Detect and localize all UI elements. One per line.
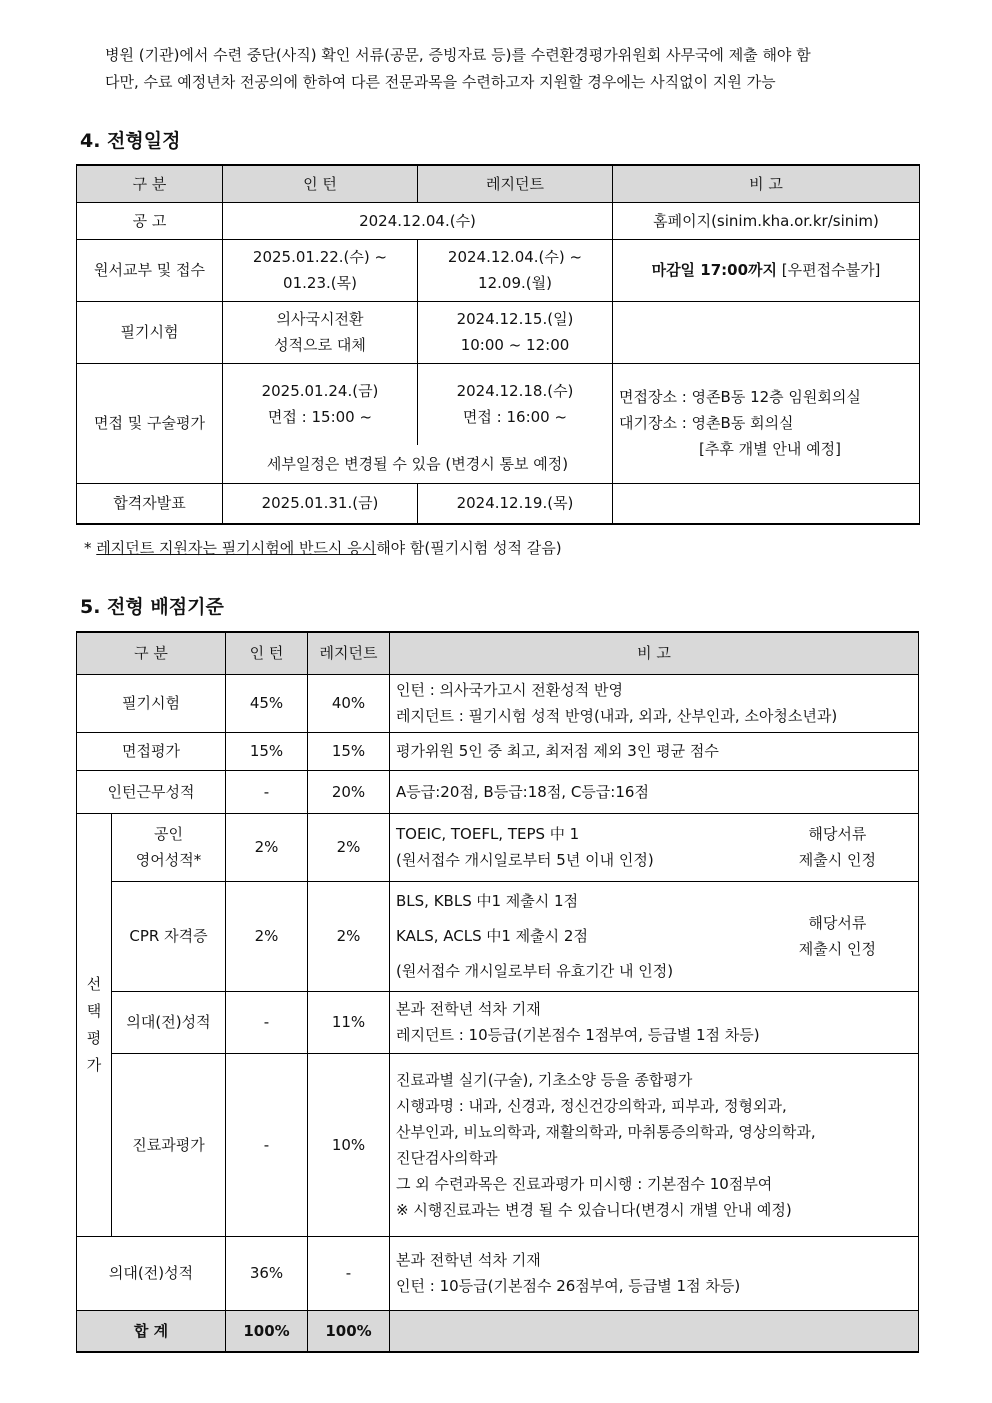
s5-row-total — [77, 1310, 919, 1352]
interview-resident — [418, 363, 613, 445]
s5-intern-work-note: A등급:20점, B등급:18점, C등급:16점 — [390, 770, 919, 813]
medschool-opt-resident: 11% — [308, 991, 390, 1053]
medschool-opt-note-1: 본과 전학년 석차 기재 — [396, 1000, 541, 1018]
section-4-title: 4. 전형일정 — [80, 130, 181, 152]
interview-label: 면접 및 구술평가 — [77, 363, 223, 483]
dept-eval-note-2: 시행과명 : 내과, 신경과, 정신건강의학과, 피부과, 정형외과, — [396, 1096, 787, 1115]
medschool-intern: 36% — [226, 1236, 308, 1310]
s5-written-label: 필기시험 — [77, 674, 226, 732]
s5-intern-work-label: 인턴근무성적 — [77, 770, 226, 813]
dept-eval-note-6: ※ 시행진료과는 변경 될 수 있습니다(변경시 개별 안내 예정) — [396, 1200, 792, 1219]
apply-resident — [418, 239, 613, 301]
english-label — [112, 813, 226, 881]
s5-row-medschool-opt — [77, 991, 919, 1053]
s5-written-intern: 45% — [226, 674, 308, 732]
cpr-label: CPR 자격증 — [112, 881, 226, 991]
s5-interview-intern: 15% — [226, 732, 308, 770]
written-note — [613, 301, 920, 363]
cpr-intern: 2% — [226, 881, 308, 991]
written-intern — [223, 301, 418, 363]
optional-eval-label — [77, 813, 112, 1236]
interview-venue: 면접장소 : 영존B동 12층 임원회의실 — [619, 388, 861, 406]
english-note — [390, 813, 919, 881]
interview-intern-line-2: 면접 : 15:00 ~ — [267, 408, 373, 427]
venue-notice: [추후 개별 안내 예정] — [699, 440, 841, 458]
s5-header-resident: 레지던트 — [308, 632, 390, 674]
dept-eval-note-1: 진료과별 실기(구술), 기초소양 등을 종합평가 — [396, 1070, 693, 1089]
result-intern: 2025.01.31.(금) — [223, 483, 418, 524]
written-resident — [418, 301, 613, 363]
header-intern: 인 턴 — [223, 165, 418, 202]
interview-resident-line-1: 2024.12.18.(수) — [456, 382, 574, 401]
s5-row-written — [77, 674, 919, 732]
header-note: 비 고 — [613, 165, 920, 202]
scoring-table — [76, 631, 919, 1353]
medschool-opt-note-2: 레지던트 : 10등급(기본점수 1점부여, 등급별 1점 차등) — [396, 1026, 760, 1044]
apply-deadline: 마감일 17:00까지 — [651, 261, 777, 279]
cpr-side-2: 제출시 인정 — [798, 940, 876, 958]
cpr-note-2: KALS, ACLS 中1 제출시 2점 — [396, 926, 588, 945]
dept-eval-resident: 10% — [308, 1053, 390, 1236]
cpr-note-1: BLS, KBLS 中1 제출시 1점 — [396, 891, 579, 910]
cpr-side-1: 해당서류 — [808, 914, 867, 932]
medschool-note-1: 본과 전학년 석차 기재 — [396, 1251, 541, 1269]
apply-label: 원서교부 및 접수 — [77, 239, 223, 301]
apply-note — [613, 239, 920, 301]
apply-resident-line-2: 12.09.(월) — [478, 274, 552, 292]
row-result — [77, 483, 920, 524]
written-intern-line-1: 의사국시전환 — [276, 310, 364, 328]
announce-note: 홈페이지(sinim.kha.or.kr/sinim) — [613, 202, 920, 239]
interview-resident-line-2: 면접 : 16:00 ~ — [462, 408, 568, 427]
written-resident-line-2: 10:00 ~ 12:00 — [460, 336, 570, 354]
cpr-note-3: (원서접수 개시일로부터 유효기간 내 인정) — [396, 961, 674, 980]
dept-eval-note-5: 그 외 수련과목은 진료과평가 미시행 : 기본점수 10점부여 — [396, 1174, 773, 1193]
s5-header-note: 비 고 — [390, 632, 919, 674]
total-intern: 100% — [226, 1310, 308, 1352]
interview-intern — [223, 363, 418, 445]
dept-eval-note — [390, 1053, 919, 1236]
footnote-rest: 해야 함(필기시험 성적 갈음) — [376, 539, 562, 557]
s5-row-medschool — [77, 1236, 919, 1310]
english-intern: 2% — [226, 813, 308, 881]
total-note — [390, 1310, 919, 1352]
total-label: 합 계 — [77, 1310, 226, 1352]
medschool-resident: - — [308, 1236, 390, 1310]
schedule-header-row — [77, 165, 920, 202]
medschool-opt-intern: - — [226, 991, 308, 1053]
s5-row-intern-work — [77, 770, 919, 813]
s5-written-note-1: 인턴 : 의사국가고시 전환성적 반영 — [396, 681, 623, 699]
apply-intern-line-1: 2025.01.22.(수) ~ — [252, 248, 388, 266]
intro-line-2: 다만, 수료 예정년차 전공의에 한하여 다른 전문과목을 수련하고자 지원할 경우에는 사직없이 지원 가능 — [105, 73, 776, 91]
cpr-resident: 2% — [308, 881, 390, 991]
medschool-opt-note — [390, 991, 919, 1053]
dept-eval-intern: - — [226, 1053, 308, 1236]
dept-eval-note-3: 산부인과, 비뇨의학과, 재활의학과, 마취통증의학과, 영상의학과, — [396, 1122, 816, 1141]
scoring-header-row — [77, 632, 919, 674]
written-intern-line-2: 성적으로 대체 — [274, 336, 366, 354]
english-label-line-1: 공인 — [154, 825, 183, 843]
medschool-opt-label: 의대(전)성적 — [112, 991, 226, 1053]
medschool-note-2: 인턴 : 10등급(기본점수 26점부여, 등급별 1점 차등) — [396, 1277, 741, 1295]
s5-written-resident: 40% — [308, 674, 390, 732]
written-label: 필기시험 — [77, 301, 223, 363]
apply-intern-line-2: 01.23.(목) — [283, 274, 357, 292]
medschool-note — [390, 1236, 919, 1310]
english-note-2: (원서접수 개시일로부터 5년 이내 인정) — [396, 851, 654, 869]
optional-label-char-3: 평 — [86, 1028, 102, 1047]
s5-header-intern: 인 턴 — [226, 632, 308, 674]
s5-interview-label: 면접평가 — [77, 732, 226, 770]
announce-date: 2024.12.04.(수) — [223, 202, 613, 239]
s5-written-note-2: 레지던트 : 필기시험 성적 반영(내과, 외과, 산부인과, 소아청소년과) — [396, 707, 838, 725]
intro-line-1: 병원 (기관)에서 수련 중단(사직) 확인 서류(공문, 증빙자료 등)를 수련환경평가위원회 사무국에 제출 해야 함 — [105, 46, 811, 64]
english-side-2: 제출시 인정 — [798, 851, 876, 869]
result-resident: 2024.12.19.(목) — [418, 483, 613, 524]
intro-text — [105, 42, 913, 96]
footnote-underlined: 레지던트 지원자는 필기시험에 반드시 응시 — [96, 539, 377, 557]
cpr-note — [390, 881, 919, 991]
s5-interview-note: 평가위원 5인 중 최고, 최저점 제외 3인 평균 점수 — [390, 732, 919, 770]
row-announce — [77, 202, 920, 239]
schedule-table — [76, 164, 920, 525]
section-5-title: 5. 전형 배점기준 — [80, 596, 224, 618]
schedule-footnote — [84, 537, 562, 558]
english-note-1: TOEIC, TOEFL, TEPS 中 1 — [396, 825, 580, 843]
s5-row-interview — [77, 732, 919, 770]
s5-row-dept-eval — [77, 1053, 919, 1236]
s5-header-category: 구 분 — [77, 632, 226, 674]
row-written — [77, 301, 920, 363]
english-side-1: 해당서류 — [808, 825, 867, 843]
total-resident: 100% — [308, 1310, 390, 1352]
apply-resident-line-1: 2024.12.04.(수) ~ — [447, 248, 583, 266]
interview-note — [613, 363, 920, 483]
optional-label-char-4: 가 — [86, 1055, 102, 1074]
footnote-prefix: * — [84, 539, 97, 557]
announce-label: 공 고 — [77, 202, 223, 239]
row-apply — [77, 239, 920, 301]
dept-eval-label: 진료과평가 — [112, 1053, 226, 1236]
optional-label-char-1: 선 — [86, 974, 102, 993]
waiting-venue: 대기장소 : 영촌B동 회의실 — [619, 414, 794, 432]
header-resident: 레지던트 — [418, 165, 613, 202]
s5-row-cpr — [77, 881, 919, 991]
interview-intern-line-1: 2025.01.24.(금) — [261, 382, 379, 401]
english-resident: 2% — [308, 813, 390, 881]
header-category: 구 분 — [77, 165, 223, 202]
interview-common-note: 세부일정은 변경될 수 있음 (변경시 통보 예정) — [223, 445, 613, 483]
english-label-line-2: 영어성적* — [135, 851, 202, 869]
medschool-label: 의대(전)성적 — [77, 1236, 226, 1310]
s5-written-note — [390, 674, 919, 732]
written-resident-line-1: 2024.12.15.(일) — [456, 310, 574, 328]
optional-label-char-2: 택 — [86, 1001, 102, 1020]
result-label: 합격자발표 — [77, 483, 223, 524]
s5-row-english — [77, 813, 919, 881]
s5-intern-work-resident: 20% — [308, 770, 390, 813]
s5-intern-work-intern: - — [226, 770, 308, 813]
result-note — [613, 483, 920, 524]
apply-intern — [223, 239, 418, 301]
apply-no-mail: [우편접수불가] — [777, 261, 881, 279]
s5-interview-resident: 15% — [308, 732, 390, 770]
dept-eval-note-4: 진단검사의학과 — [396, 1148, 498, 1167]
row-interview — [77, 363, 920, 445]
